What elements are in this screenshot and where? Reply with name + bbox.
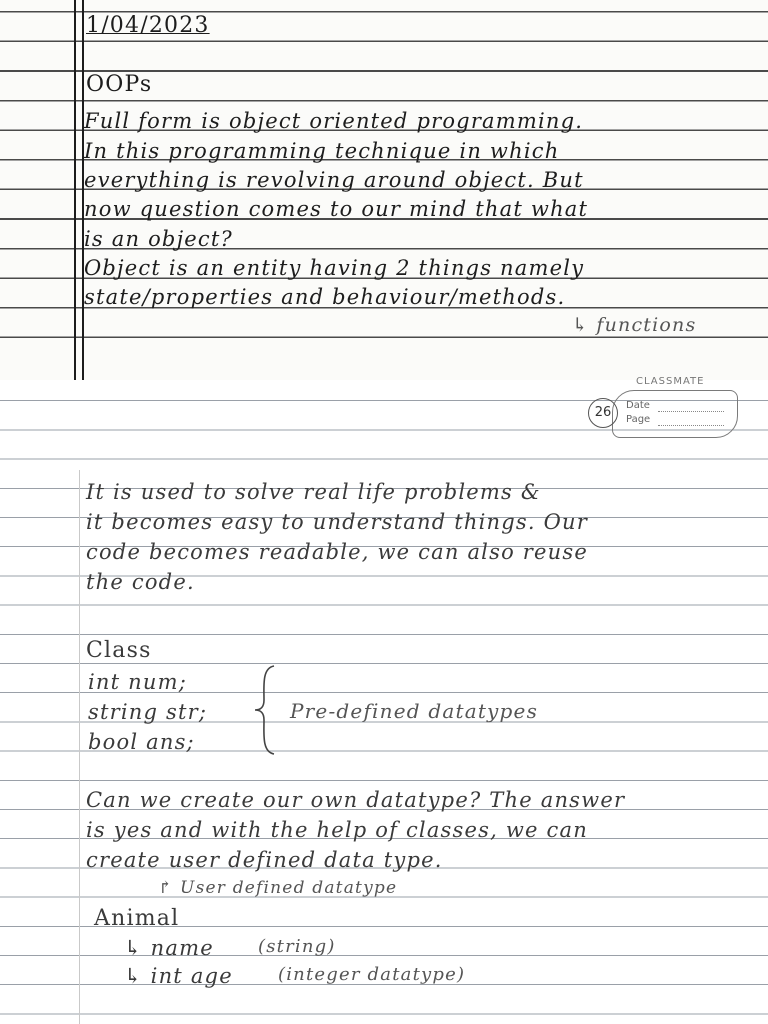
note-line: Can we create our own datatype? The answer (86, 788, 626, 812)
note-line: state/properties and behaviour/methods. (84, 285, 566, 309)
animal-field: ↳ int age (124, 964, 233, 988)
date-text: 1/04/2023 (86, 13, 210, 38)
brace-note: Pre-defined datatypes (290, 699, 539, 723)
date-label: Date (626, 400, 650, 411)
page-number: 26 (588, 398, 618, 428)
note-line: is an object? (84, 227, 233, 251)
note-line: In this programming technique in which (84, 139, 560, 163)
margin-line (74, 0, 84, 380)
note-line: code becomes readable, we can also reuse (86, 540, 588, 564)
note-line: Object is an entity having 2 things namely (84, 256, 585, 280)
field-type-note: (integer datatype) (278, 964, 466, 985)
top-notebook-page (0, 0, 768, 380)
note-line: is yes and with the help of classes, we can (86, 818, 588, 842)
animal-field: ↳ name (124, 936, 214, 960)
note-line: the code. (86, 570, 195, 594)
note-line: create user defined data type. (86, 848, 443, 872)
class-heading: Class (86, 638, 152, 663)
page-line (658, 425, 724, 426)
brand-label: CLASSMATE (636, 376, 705, 387)
note-line: it becomes easy to understand things. Our (86, 510, 589, 534)
page-label: Page (626, 414, 651, 425)
class-member: bool ans; (88, 730, 195, 754)
class-member: string str; (88, 700, 208, 724)
page-title: OOPs (86, 72, 153, 97)
field-type-note: (string) (258, 936, 336, 957)
curly-brace-icon (252, 664, 282, 756)
classmate-stamp (584, 376, 744, 442)
udt-note: ↱ User defined datatype (158, 878, 398, 898)
animal-heading: Animal (94, 906, 180, 931)
note-line: It is used to solve real life problems & (86, 480, 541, 504)
note-line: Full form is object oriented programming. (84, 109, 584, 133)
class-member: int num; (88, 670, 187, 694)
date-line (658, 411, 724, 412)
margin-line (79, 470, 80, 1024)
note-line: everything is revolving around object. But (84, 168, 584, 192)
note-line: now question comes to our mind that what (84, 197, 589, 221)
bottom-notebook-page (0, 380, 768, 1024)
functions-annotation: ↳ functions (572, 314, 697, 336)
